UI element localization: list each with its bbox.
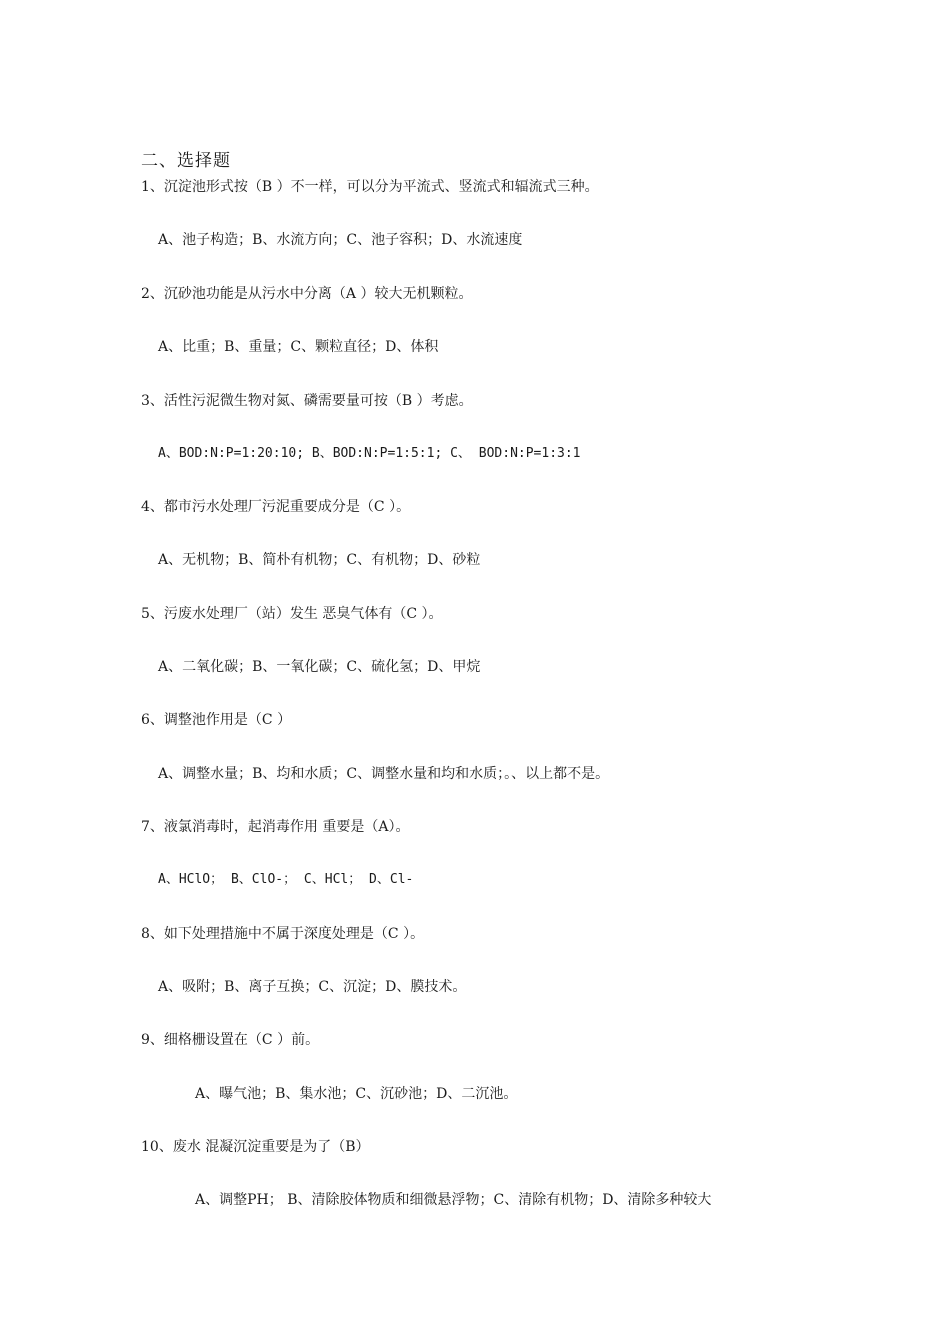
section-heading: 二、选择题 <box>141 151 231 171</box>
question-5: 5、污废水处理厂（站）发生 恶臭气体有（C ）。 <box>141 606 443 622</box>
question-4: 4、都市污水处理厂污泥重要成分是（C ）。 <box>141 499 411 515</box>
question-1: 1、沉淀池形式按（B ）不一样，可以分为平流式、竖流式和辐流式三种。 <box>141 179 599 195</box>
options-5: A、二氧化碳；B、一氧化碳；C、硫化氢；D、甲烷 <box>158 659 481 675</box>
options-2: A、比重；B、重量；C、颗粒直径；D、体积 <box>158 339 439 355</box>
options-9: A、曝气池；B、集水池；C、沉砂池；D、二沉池。 <box>195 1086 518 1102</box>
question-6: 6、调整池作用是（C ） <box>141 712 292 728</box>
question-10: 10、废水 混凝沉淀重要是为了（B） <box>141 1139 370 1155</box>
question-8: 8、如下处理措施中不属于深度处理是（C ）。 <box>141 926 425 942</box>
options-7: A、HClO； B、ClO-； C、HCl； D、Cl- <box>158 872 414 887</box>
options-10: A、调整PH； B、清除胶体物质和细微悬浮物；C、清除有机物；D、清除多种较大 <box>195 1192 712 1208</box>
options-1: A、池子构造；B、水流方向；C、池子容积；D、水流速度 <box>158 232 523 248</box>
options-4: A、无机物；B、简朴有机物；C、有机物；D、砂粒 <box>158 552 481 568</box>
options-3: A、BOD:N:P=1:20:10; B、BOD:N:P=1:5:1; C、 BOD:N:P=1:3:1 <box>158 446 581 461</box>
options-8: A、吸附；B、离子互换；C、沉淀；D、膜技术。 <box>158 979 467 995</box>
question-7: 7、液氯消毒时，起消毒作用 重要是（A）。 <box>141 819 410 835</box>
question-3: 3、活性污泥微生物对氮、磷需要量可按（B ）考虑。 <box>141 393 473 409</box>
question-9: 9、细格栅设置在（C ）前。 <box>141 1032 320 1048</box>
options-6: A、调整水量；B、均和水质；C、调整水量和均和水质；。、以上都不是。 <box>158 766 610 782</box>
question-2: 2、沉砂池功能是从污水中分离（A ）较大无机颗粒。 <box>141 286 473 302</box>
